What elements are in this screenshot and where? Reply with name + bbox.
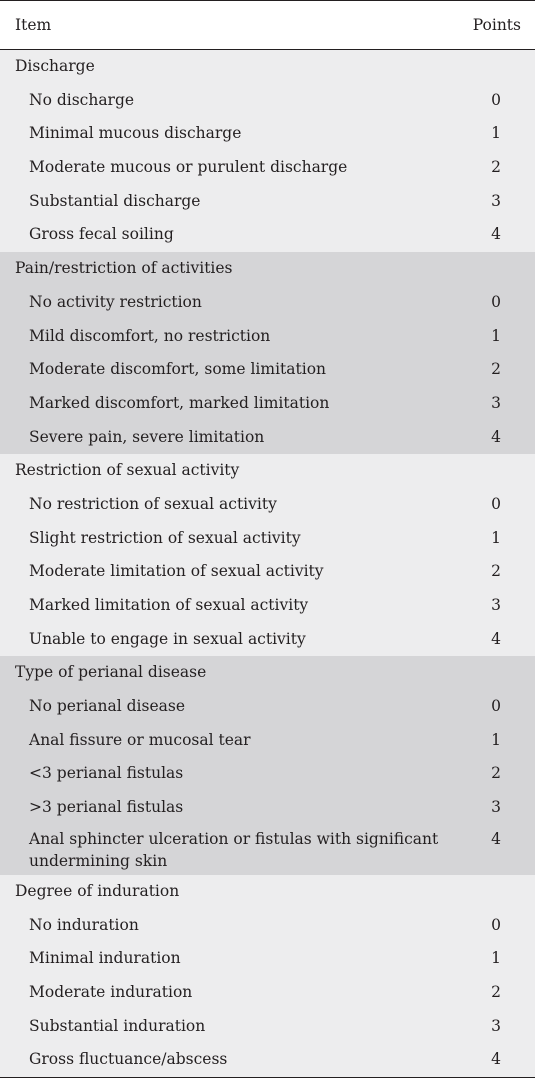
table-row: [0, 690, 535, 724]
table-row: [0, 791, 535, 825]
section-discharge: [0, 50, 535, 252]
table-row: [0, 151, 535, 185]
row-points: 1: [491, 730, 501, 749]
section-title-label: Type of perianal disease: [15, 663, 207, 682]
row-label: Gross fluctuance/abscess: [29, 1050, 228, 1069]
row-label: Gross fecal soiling: [29, 225, 174, 244]
row-points: 4: [491, 427, 501, 446]
row-label: Severe pain, severe limitation: [29, 427, 265, 446]
row-points: 3: [491, 191, 501, 210]
section-perianal-disease: [0, 656, 535, 874]
section-title-label: Pain/restriction of activities: [15, 259, 233, 278]
row-label: Slight restriction of sexual activity: [29, 528, 301, 547]
row-label: Moderate mucous or purulent discharge: [29, 158, 348, 177]
section-title: [0, 50, 535, 84]
table-row: [0, 976, 535, 1010]
section-pain: [0, 252, 535, 454]
row-label: Unable to engage in sexual activity: [29, 629, 306, 648]
column-header-item: Item: [15, 16, 52, 34]
row-points: 4: [491, 829, 501, 848]
row-points: 0: [491, 90, 501, 109]
row-label: Marked limitation of sexual activity: [29, 596, 309, 614]
table-row: [0, 724, 535, 758]
table-row: [0, 909, 535, 943]
table-row: [0, 84, 535, 118]
row-label: <3 perianal fistulas: [29, 764, 184, 783]
table-row: [0, 1043, 535, 1077]
row-label: No restriction of sexual activity: [29, 494, 277, 513]
row-label: Moderate limitation of sexual activity: [29, 562, 324, 581]
row-label: Moderate discomfort, some limitation: [29, 360, 327, 379]
row-points: 0: [491, 697, 501, 716]
section-title-label: Discharge: [15, 57, 95, 75]
table-row: [0, 387, 535, 421]
row-points: 3: [491, 393, 501, 412]
section-sexual-activity: [0, 454, 535, 656]
section-title: [0, 875, 535, 909]
row-label: >3 perianal fistulas: [29, 798, 184, 817]
row-label: Anal sphincter ulceration or fistulas with significant undermining skin: [29, 829, 439, 870]
table-row: [0, 185, 535, 219]
table-row: [0, 522, 535, 556]
table-row: [0, 488, 535, 522]
row-label: No discharge: [29, 90, 135, 109]
row-points: 0: [491, 494, 501, 513]
row-points: 0: [491, 915, 501, 934]
row-points: 1: [491, 326, 501, 345]
table-row: [0, 623, 535, 657]
row-points: 1: [491, 949, 501, 968]
table-row: [0, 421, 535, 455]
table-row: [0, 286, 535, 320]
section-title: [0, 656, 535, 690]
row-points: 4: [491, 629, 501, 648]
row-points: 2: [491, 158, 501, 177]
table-row: [0, 825, 535, 875]
table-row: [0, 1010, 535, 1044]
row-points: 3: [491, 1016, 501, 1035]
table-row: [0, 942, 535, 976]
row-points: 2: [491, 982, 501, 1001]
row-points: 1: [491, 124, 501, 143]
row-label: Minimal induration: [29, 949, 181, 968]
table-row: [0, 589, 535, 623]
table-row: [0, 757, 535, 791]
section-title: [0, 252, 535, 286]
table-row: [0, 555, 535, 589]
row-points: 3: [491, 596, 501, 614]
table-row: [0, 320, 535, 354]
row-points: 2: [491, 562, 501, 581]
row-points: 2: [491, 764, 501, 783]
row-label: No perianal disease: [29, 697, 186, 716]
section-induration: [0, 875, 535, 1078]
table-header: [0, 0, 535, 50]
column-header-points: Points: [472, 16, 521, 34]
row-label: Substantial discharge: [29, 191, 201, 210]
row-label: Moderate induration: [29, 982, 193, 1001]
row-label: Substantial induration: [29, 1016, 206, 1035]
row-label: Marked discomfort, marked limitation: [29, 393, 330, 412]
row-label: Mild discomfort, no restriction: [29, 326, 271, 345]
row-label: Anal fissure or mucosal tear: [29, 730, 251, 749]
row-label: No activity restriction: [29, 292, 202, 311]
section-title: [0, 454, 535, 488]
section-title-label: Restriction of sexual activity: [15, 461, 240, 480]
row-points: 0: [491, 292, 501, 311]
table-row: [0, 353, 535, 387]
table-row: [0, 117, 535, 151]
row-points: 2: [491, 360, 501, 379]
row-points: 1: [491, 528, 501, 547]
section-title-label: Degree of induration: [15, 881, 180, 900]
row-label: Minimal mucous discharge: [29, 124, 242, 143]
row-points: 4: [491, 1050, 501, 1069]
table-row: [0, 218, 535, 252]
row-points: 4: [491, 225, 501, 244]
row-points: 3: [491, 798, 501, 817]
row-label: No induration: [29, 915, 139, 934]
